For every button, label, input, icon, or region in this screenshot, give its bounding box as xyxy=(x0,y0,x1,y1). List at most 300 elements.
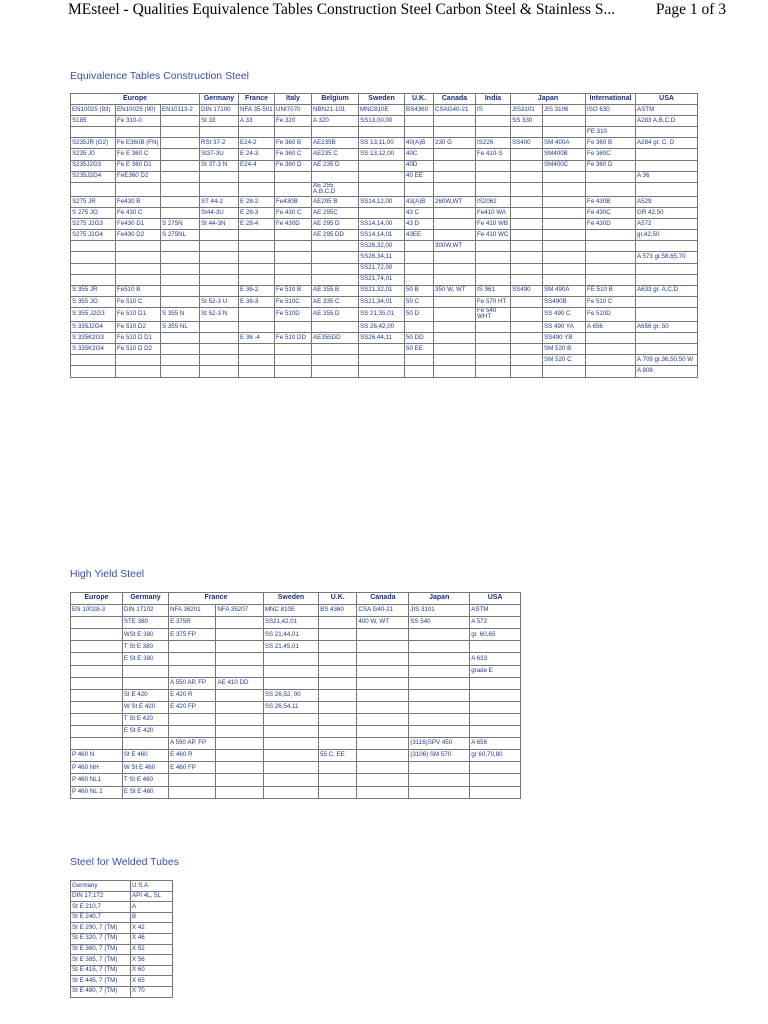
table-cell xyxy=(586,241,636,252)
table-cell xyxy=(434,344,476,355)
table-cell: STE 380 xyxy=(122,617,168,629)
table-row xyxy=(71,182,698,196)
table-cell: (3106) SM 570 xyxy=(409,750,470,762)
table-cell xyxy=(476,182,511,196)
table-cell xyxy=(319,701,357,713)
table-cell xyxy=(434,127,476,138)
table-cell xyxy=(319,677,357,689)
table-cell: St37-3U xyxy=(200,149,239,160)
table-row xyxy=(71,933,173,944)
table-cell: 50 D xyxy=(405,307,434,321)
table-cell xyxy=(200,127,239,138)
table-cell xyxy=(405,355,434,366)
table-cell xyxy=(239,241,275,252)
table-cell xyxy=(511,355,543,366)
table-cell: S 275N xyxy=(161,219,200,230)
table-cell: SS490 YB xyxy=(543,333,586,344)
table-cell xyxy=(470,762,521,774)
table-cell: EN 10028-3 xyxy=(71,605,123,617)
table-row xyxy=(71,665,521,677)
table-cell: X 52 xyxy=(131,944,173,955)
table-cell: Fe 510 DD xyxy=(275,333,312,344)
table-cell: CSA G40-21 xyxy=(357,605,409,617)
table-row xyxy=(71,923,173,934)
table-cell xyxy=(586,116,636,127)
table-row xyxy=(71,344,698,355)
table-cell xyxy=(312,366,359,377)
table-cell xyxy=(359,344,405,355)
table-cell xyxy=(169,786,216,798)
table-cell: DIN 17,172 xyxy=(71,891,131,902)
table-cell: AE 295 D xyxy=(312,219,359,230)
table-cell xyxy=(71,241,116,252)
table-cell xyxy=(71,689,123,701)
column-header: Sweden xyxy=(359,94,405,105)
table-cell: T St E 380 xyxy=(122,641,168,653)
table-cell xyxy=(239,252,275,263)
section-title-construction: Equivalence Tables Construction Steel xyxy=(70,70,249,82)
table-cell xyxy=(71,263,116,274)
table-cell: X 60 xyxy=(131,965,173,976)
table-cell xyxy=(275,344,312,355)
document-title: MEsteel - Qualities Equivalence Tables Construction Steel Carbon Steel & Stainless S... xyxy=(68,1,616,18)
table-cell: S 355 J2G3 xyxy=(71,307,116,321)
table-cell xyxy=(405,127,434,138)
table-cell xyxy=(216,617,263,629)
table-cell: AE295 B xyxy=(312,196,359,207)
table-cell: E 460 FP xyxy=(169,762,216,774)
table-cell: UNI7070 xyxy=(275,105,312,116)
table-cell xyxy=(357,786,409,798)
table-cell: E 28-2 xyxy=(239,196,275,207)
table-cell xyxy=(470,689,521,701)
table-cell xyxy=(161,296,200,307)
table-cell xyxy=(409,653,470,665)
table-cell xyxy=(71,127,116,138)
table-cell: X 56 xyxy=(131,955,173,966)
table-cell xyxy=(359,355,405,366)
table-cell: MNC810E xyxy=(359,105,405,116)
table-cell: IS 961 xyxy=(476,285,511,296)
table-cell xyxy=(543,263,586,274)
table-cell: AE235 C xyxy=(312,149,359,160)
table-cell xyxy=(357,762,409,774)
table-cell xyxy=(476,344,511,355)
table-cell: St 44-3N xyxy=(200,219,239,230)
table-cell: Fe 510 D1 xyxy=(116,307,161,321)
table-cell xyxy=(511,196,543,207)
table-cell: 50 C xyxy=(405,296,434,307)
table-cell: A 656 xyxy=(470,738,521,750)
table-cell xyxy=(586,355,636,366)
table-row xyxy=(71,252,698,263)
table-header-row xyxy=(71,593,521,605)
table-cell xyxy=(357,701,409,713)
table-cell: Fe 510 D D2 xyxy=(116,344,161,355)
column-header: USA xyxy=(636,94,698,105)
table-cell: BS4360 xyxy=(405,105,434,116)
table-cell: E St E 380 xyxy=(122,653,168,665)
table-cell: SS14,14,00 xyxy=(359,219,405,230)
table-cell xyxy=(434,219,476,230)
table-cell: St E 360, 7 (TM) xyxy=(71,944,131,955)
table-cell xyxy=(116,263,161,274)
table-cell: St E 445, 7 (TM) xyxy=(71,976,131,987)
table-cell: IS xyxy=(476,105,511,116)
table-cell: SS400 xyxy=(511,138,543,149)
table-cell xyxy=(409,689,470,701)
table-row xyxy=(71,307,698,321)
table-cell: MNC 810E xyxy=(263,605,318,617)
table-header-row xyxy=(71,94,698,105)
table-row xyxy=(71,881,173,892)
table-cell: SM 400A xyxy=(543,138,586,149)
page-header xyxy=(0,0,768,22)
table-cell: E 36 -4 xyxy=(239,333,275,344)
table-cell: Fe 430 C xyxy=(275,208,312,219)
table-cell: S 335J2G4 xyxy=(71,322,116,333)
column-header: India xyxy=(476,94,511,105)
table-cell: E24-2 xyxy=(239,138,275,149)
table-cell xyxy=(263,653,318,665)
table-row xyxy=(71,629,521,641)
table-cell: 300W,WT xyxy=(434,241,476,252)
table-cell xyxy=(434,355,476,366)
table-cell xyxy=(71,701,123,713)
table-cell: P 460 NH xyxy=(71,762,123,774)
table-row xyxy=(71,891,173,902)
table-cell: SS 26,42,00 xyxy=(359,322,405,333)
table-row xyxy=(71,955,173,966)
section-title-welded-tubes: Steel for Welded Tubes xyxy=(70,856,179,868)
table-cell xyxy=(405,182,434,196)
table-cell: FE 310 xyxy=(586,127,636,138)
table-row xyxy=(71,965,173,976)
table-row xyxy=(71,285,698,296)
table-cell xyxy=(216,629,263,641)
table-cell xyxy=(409,726,470,738)
table-cell xyxy=(216,786,263,798)
table-cell xyxy=(434,307,476,321)
section-title-high-yield: High Yield Steel xyxy=(70,568,145,580)
table-cell xyxy=(200,366,239,377)
table-cell: W St E 420 xyxy=(122,701,168,713)
table-cell xyxy=(476,252,511,263)
table-cell xyxy=(434,263,476,274)
table-cell xyxy=(470,774,521,786)
table-cell: U.S.A xyxy=(131,881,173,892)
table-cell: X 70 xyxy=(131,986,173,997)
table-cell xyxy=(312,322,359,333)
table-cell xyxy=(216,750,263,762)
table-cell: FE 510 B xyxy=(586,285,636,296)
table-cell xyxy=(636,241,698,252)
table-cell: Fe E 360 D1 xyxy=(116,160,161,171)
table-cell: 40 EE xyxy=(405,171,434,182)
table-cell xyxy=(239,171,275,182)
table-cell xyxy=(71,665,123,677)
table-cell xyxy=(161,127,200,138)
table-cell xyxy=(405,322,434,333)
table-cell xyxy=(71,738,123,750)
table-row xyxy=(71,116,698,127)
table-cell: 40C xyxy=(405,149,434,160)
table-cell xyxy=(636,274,698,285)
table-cell: X 42 xyxy=(131,923,173,934)
table-cell: NFA 35207 xyxy=(216,605,263,617)
table-cell: Fe 410-S xyxy=(476,149,511,160)
table-cell: A xyxy=(131,902,173,913)
table-cell xyxy=(71,726,123,738)
table-cell xyxy=(434,274,476,285)
table-cell: St E 290, 7 (TM) xyxy=(71,923,131,934)
table-cell: Fe 430D xyxy=(275,219,312,230)
table-cell xyxy=(169,713,216,725)
table-cell xyxy=(409,701,470,713)
table-cell: A 33 xyxy=(239,116,275,127)
table-cell: Fe430 D2 xyxy=(116,230,161,241)
table-row xyxy=(71,713,521,725)
table-cell: E 28-4 xyxy=(239,219,275,230)
table-cell: SS 330 xyxy=(511,116,543,127)
table-cell xyxy=(116,241,161,252)
table-cell xyxy=(476,366,511,377)
table-cell xyxy=(239,307,275,321)
table-row xyxy=(71,605,521,617)
table-cell xyxy=(357,689,409,701)
table-cell xyxy=(122,738,168,750)
table-cell: Fe 510C xyxy=(275,296,312,307)
table-cell: 230 G xyxy=(434,138,476,149)
column-header: Japan xyxy=(409,593,470,605)
table-cell: SS 540 xyxy=(409,617,470,629)
table-cell xyxy=(216,738,263,750)
table-cell: E St E 420 xyxy=(122,726,168,738)
table-cell: Fe 430B xyxy=(586,196,636,207)
table-cell xyxy=(200,344,239,355)
table-cell: AE 410 DD xyxy=(216,677,263,689)
table-cell: S275 J2G3 xyxy=(71,219,116,230)
table-cell xyxy=(543,230,586,241)
table-row xyxy=(71,355,698,366)
table-cell: A 808 xyxy=(636,366,698,377)
table-cell xyxy=(161,138,200,149)
table-row xyxy=(71,617,521,629)
table-cell xyxy=(312,344,359,355)
column-header: Europe xyxy=(71,593,123,605)
table-cell xyxy=(511,252,543,263)
table-cell xyxy=(239,230,275,241)
table-cell xyxy=(586,182,636,196)
table-cell: CSAG40-21 xyxy=(434,105,476,116)
table-row xyxy=(71,653,521,665)
table-cell xyxy=(543,208,586,219)
table-cell xyxy=(200,322,239,333)
table-cell xyxy=(359,127,405,138)
table-cell xyxy=(511,296,543,307)
table-cell: EN10113-2 xyxy=(161,105,200,116)
table-cell xyxy=(216,774,263,786)
table-cell: E 420 FP xyxy=(169,701,216,713)
table-cell: (3116)SPV 450 xyxy=(409,738,470,750)
table-row xyxy=(71,230,698,241)
table-cell xyxy=(169,774,216,786)
column-header: Germany xyxy=(122,593,168,605)
table-cell xyxy=(312,241,359,252)
high-yield-steel-body xyxy=(71,605,521,799)
table-cell: 50 EE xyxy=(405,344,434,355)
table-cell xyxy=(216,762,263,774)
table-row xyxy=(71,366,698,377)
table-row xyxy=(71,127,698,138)
table-cell xyxy=(476,116,511,127)
table-cell xyxy=(263,762,318,774)
table-cell xyxy=(216,713,263,725)
table-cell xyxy=(71,182,116,196)
table-cell: SS21,42,01 xyxy=(263,617,318,629)
table-cell xyxy=(357,713,409,725)
column-header: Europe xyxy=(71,94,200,105)
table-cell xyxy=(161,285,200,296)
table-cell xyxy=(409,713,470,725)
table-cell: AE235B xyxy=(312,138,359,149)
table-cell: E 460 R xyxy=(169,750,216,762)
table-cell: SS490 xyxy=(511,285,543,296)
table-cell xyxy=(116,274,161,285)
table-cell xyxy=(216,665,263,677)
table-cell: 350 W, WT xyxy=(434,285,476,296)
table-cell: St44-3U xyxy=(200,208,239,219)
table-cell xyxy=(586,366,636,377)
table-cell: Fe430 B xyxy=(116,196,161,207)
table-cell: SS 21,45,01 xyxy=(263,641,318,653)
table-row xyxy=(71,902,173,913)
table-cell xyxy=(470,701,521,713)
table-cell xyxy=(312,263,359,274)
table-cell xyxy=(586,252,636,263)
table-cell xyxy=(200,285,239,296)
table-cell: Fe 510 D D1 xyxy=(116,333,161,344)
table-cell xyxy=(161,274,200,285)
table-cell: Fe 430D xyxy=(586,219,636,230)
table-cell: Fe 430 C xyxy=(116,208,161,219)
table-cell: AE 295C xyxy=(312,208,359,219)
table-cell: SS13,00,00 xyxy=(359,116,405,127)
table-row xyxy=(71,774,521,786)
table-cell: AE355DD xyxy=(312,333,359,344)
table-cell: ST 44-2 xyxy=(200,196,239,207)
table-cell: 400 W, WT xyxy=(357,617,409,629)
table-cell xyxy=(476,355,511,366)
table-cell xyxy=(470,641,521,653)
table-cell xyxy=(169,653,216,665)
table-cell xyxy=(636,182,698,196)
table-row xyxy=(71,241,698,252)
table-cell: Fe 360C xyxy=(586,149,636,160)
table-cell xyxy=(405,116,434,127)
table-cell xyxy=(239,355,275,366)
table-cell xyxy=(636,307,698,321)
table-cell: S 275NL xyxy=(161,230,200,241)
table-cell: Fe430B xyxy=(275,196,312,207)
table-cell xyxy=(511,230,543,241)
table-cell xyxy=(511,219,543,230)
table-cell: 55 C, EE xyxy=(319,750,357,762)
table-cell: NFA 36201 xyxy=(169,605,216,617)
table-cell xyxy=(275,263,312,274)
table-cell: P 460 NL1 xyxy=(71,774,123,786)
table-row xyxy=(71,149,698,160)
table-cell: A283 A,B,C,D xyxy=(636,116,698,127)
table-cell: S 355 NL xyxy=(161,322,200,333)
table-row xyxy=(71,912,173,923)
table-cell xyxy=(200,274,239,285)
table-cell: Fe 410 WC xyxy=(476,230,511,241)
table-cell: Fe 360 C xyxy=(275,149,312,160)
table-cell: API 4L, 5L xyxy=(131,891,173,902)
table-cell xyxy=(543,127,586,138)
table-cell xyxy=(71,653,123,665)
table-cell xyxy=(359,160,405,171)
table-cell: SS14,12,00 xyxy=(359,196,405,207)
table-row xyxy=(71,219,698,230)
table-cell xyxy=(543,219,586,230)
table-cell: St E 210,7 xyxy=(71,902,131,913)
table-cell xyxy=(275,252,312,263)
table-cell: DIN 17100 xyxy=(200,105,239,116)
table-cell xyxy=(200,230,239,241)
table-cell xyxy=(511,160,543,171)
column-header: USA xyxy=(470,593,521,605)
table-cell xyxy=(116,127,161,138)
table-cell xyxy=(543,171,586,182)
table-cell: RSt 37-2 xyxy=(200,138,239,149)
table-cell: grade E xyxy=(470,665,521,677)
table-cell xyxy=(511,366,543,377)
table-row xyxy=(71,160,698,171)
table-cell xyxy=(161,116,200,127)
table-cell: SS 21,44,01 xyxy=(263,629,318,641)
table-cell xyxy=(470,786,521,798)
table-cell xyxy=(116,355,161,366)
table-cell xyxy=(200,171,239,182)
table-cell: gr 60,70,80 xyxy=(470,750,521,762)
table-cell: Fe 570 HT xyxy=(476,296,511,307)
table-cell xyxy=(263,774,318,786)
table-cell xyxy=(359,171,405,182)
table-cell xyxy=(636,160,698,171)
table-cell xyxy=(275,322,312,333)
table-cell xyxy=(636,149,698,160)
column-header: Italy xyxy=(275,94,312,105)
table-cell: B xyxy=(131,912,173,923)
table-cell xyxy=(476,333,511,344)
table-cell xyxy=(434,333,476,344)
table-cell xyxy=(275,171,312,182)
table-cell xyxy=(239,366,275,377)
table-cell xyxy=(312,355,359,366)
table-cell xyxy=(263,713,318,725)
table-cell xyxy=(636,263,698,274)
table-cell: St E 480, 7 (TM) xyxy=(71,986,131,997)
table-cell: Fe 310-0 xyxy=(116,116,161,127)
table-cell: S 335K2G3 xyxy=(71,333,116,344)
table-cell xyxy=(319,713,357,725)
table-cell xyxy=(511,263,543,274)
table-cell xyxy=(543,182,586,196)
table-cell xyxy=(239,182,275,196)
table-cell xyxy=(357,641,409,653)
